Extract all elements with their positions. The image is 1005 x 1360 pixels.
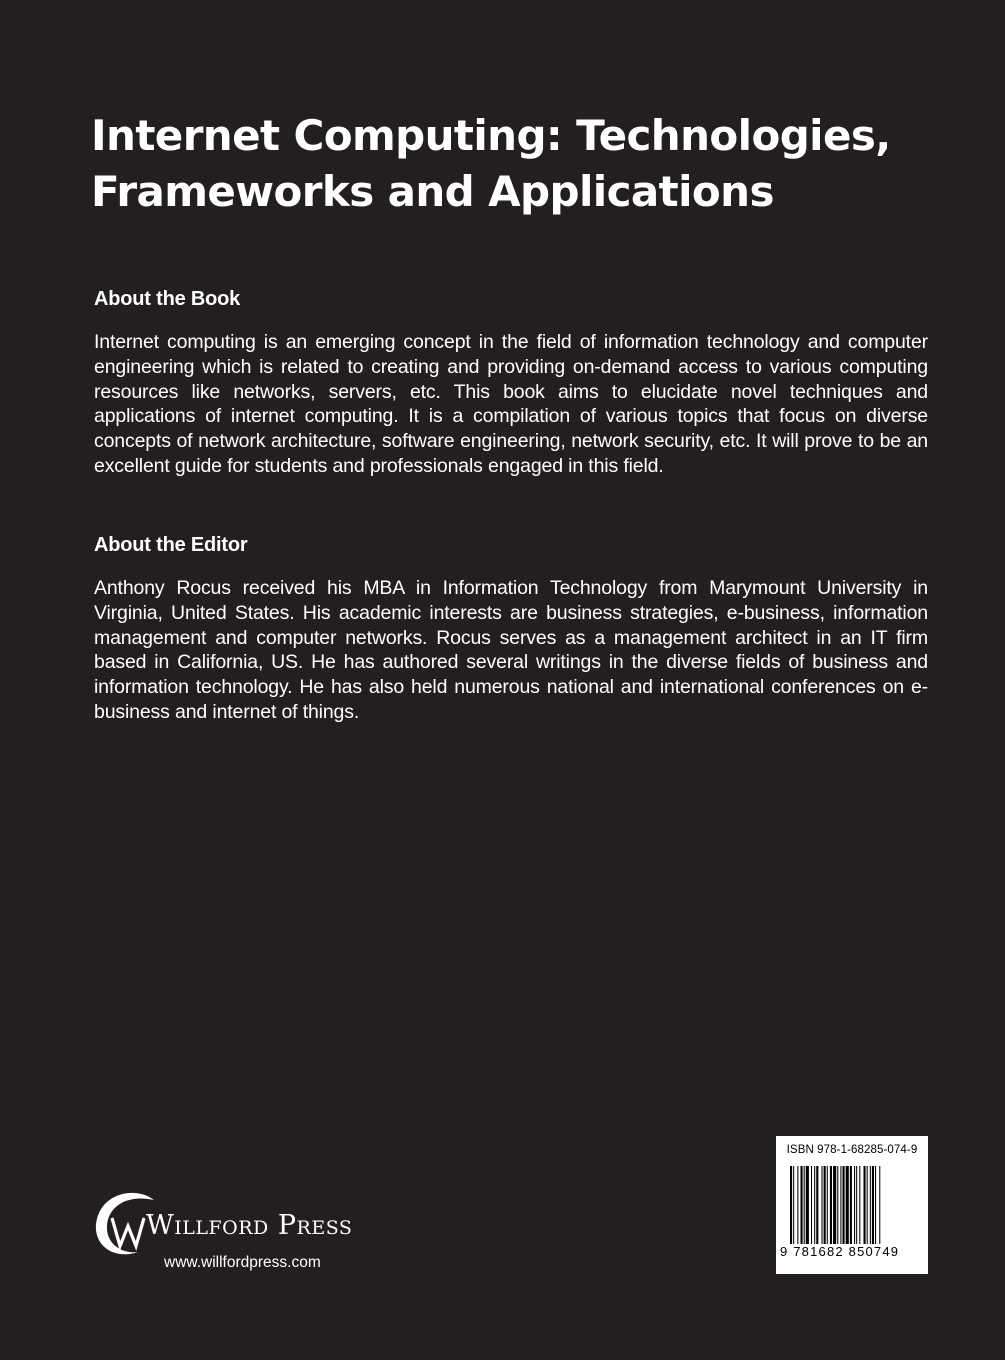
book-title-line-1: Internet Computing: Technologies, [91, 111, 891, 160]
about-editor-heading: About the Editor [94, 534, 248, 556]
about-book-text: Internet computing is an emerging concept in the field of information technology and computer engineering which is related to creating and providing on-demand access to various computing resources like networks, servers, etc. This book aims to elucidate novel techniques and applications of internet computing. It is a compilation of various topics that focus on diverse concepts of network architecture, software engineering, network security, etc. It will prove to be an excellent guide for students and professionals engaged in this field. [94, 331, 928, 477]
book-title [91, 108, 931, 220]
barcode-icon [790, 1166, 914, 1244]
about-editor-section [94, 533, 928, 725]
barcode-digits: 9 781682 850749 [780, 1244, 900, 1259]
book-title-line-2: Frameworks and Applications [91, 167, 774, 216]
about-book-heading: About the Book [94, 288, 241, 310]
publisher-name: Willford Press [146, 1210, 353, 1241]
about-book-section [94, 287, 928, 479]
publisher-block [92, 1188, 352, 1278]
isbn-barcode-box [776, 1136, 928, 1274]
publisher-url: www.willfordpress.com [164, 1254, 321, 1271]
isbn-label: ISBN 978-1-68285-074-9 [786, 1144, 918, 1156]
about-editor-text: Anthony Rocus received his MBA in Information Technology from Marymount University in Virginia, United States. His academic interests are business strategies, e-business, information management and computer networks. Rocus serves as a management architect in an IT firm based in California, US. He has authored several writings in the diverse fields of business and information technology. He has also held numerous national and international conferences on e-business and internet of things. [94, 577, 928, 723]
